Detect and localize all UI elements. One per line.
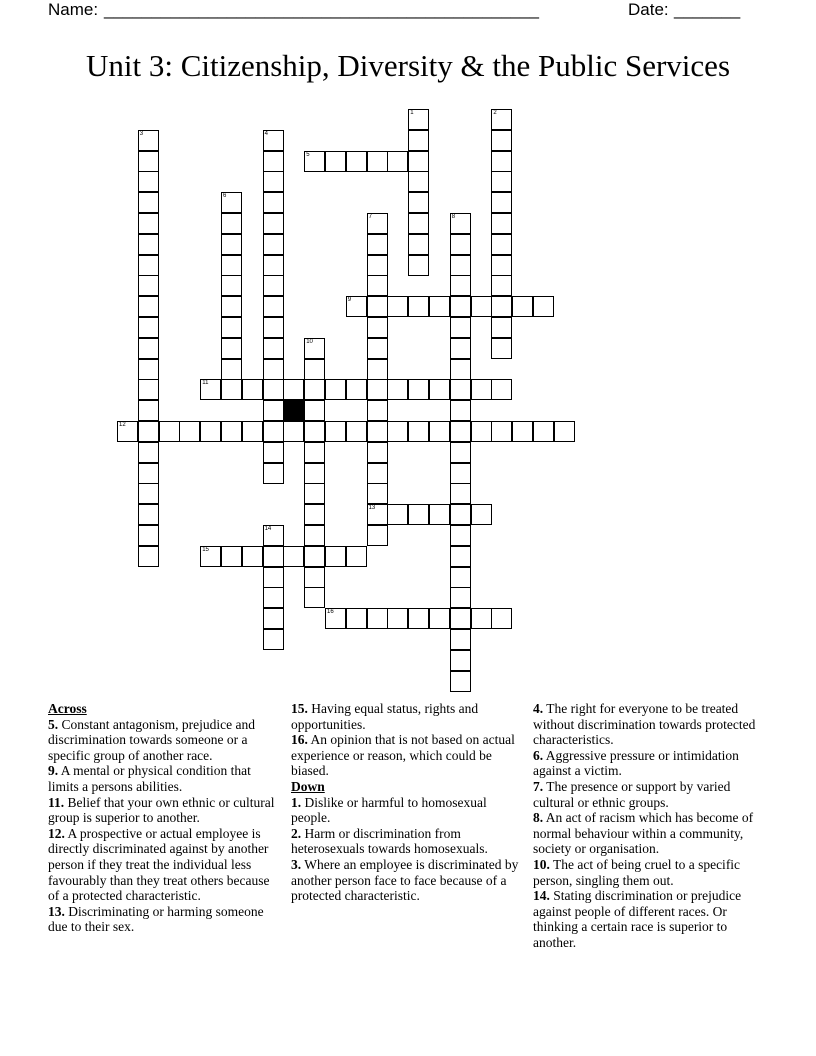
crossword-cell[interactable] xyxy=(346,296,367,317)
crossword-cell[interactable] xyxy=(450,650,471,671)
crossword-cell[interactable] xyxy=(471,504,492,525)
crossword-cell[interactable] xyxy=(408,171,429,192)
crossword-cell[interactable] xyxy=(304,338,325,359)
clues-column-3 xyxy=(533,701,769,951)
crossword-cell[interactable] xyxy=(450,255,471,276)
crossword-cell[interactable] xyxy=(450,338,471,359)
crossword-cell[interactable] xyxy=(325,151,346,172)
clue-text: A mental or physical condition that limits a persons abilities. xyxy=(48,763,251,794)
crossword-cell[interactable] xyxy=(221,379,242,400)
clue-number: 14. xyxy=(533,888,550,904)
crossword-cell[interactable] xyxy=(450,671,471,692)
crossword-cell[interactable] xyxy=(263,587,284,608)
crossword-cell[interactable] xyxy=(138,317,159,338)
crossword-cell[interactable] xyxy=(221,255,242,276)
crossword-cell[interactable] xyxy=(491,192,512,213)
crossword-clue-number: 5 xyxy=(306,151,310,158)
crossword-cell[interactable] xyxy=(387,151,408,172)
crossword-cell[interactable] xyxy=(512,296,533,317)
clue-text: The right for everyone to be treated without discrimination towards protected characteristics. xyxy=(533,701,756,748)
crossword-cell[interactable] xyxy=(304,442,325,463)
crossword-cell[interactable] xyxy=(263,213,284,234)
crossword-cell[interactable] xyxy=(179,421,200,442)
crossword-clue-number: 8 xyxy=(451,214,456,220)
clue-number: 7. xyxy=(533,778,544,794)
clue-text: Where an employee is discriminated by another person face to face because of a protected characteristic. xyxy=(291,856,519,904)
crossword-cell[interactable] xyxy=(221,421,242,442)
crossword-cell[interactable] xyxy=(450,608,471,629)
crossword-cell[interactable] xyxy=(471,379,492,400)
clue-text: Constant antagonism, prejudice and discrimination towards someone or a specific group of another race. xyxy=(48,716,255,763)
clue-down-1 xyxy=(291,795,527,826)
crossword-cell[interactable] xyxy=(387,608,408,629)
crossword-cell[interactable] xyxy=(138,296,159,317)
crossword-cell[interactable] xyxy=(304,525,325,546)
crossword-cell[interactable] xyxy=(387,504,408,525)
crossword-cell[interactable] xyxy=(263,255,284,276)
clue-text: Discriminating or harming someone due to their sex. xyxy=(48,903,264,935)
crossword-cell[interactable] xyxy=(491,151,512,172)
crossword-cell[interactable] xyxy=(387,296,408,317)
clue-down-4 xyxy=(533,701,769,748)
name-field-line[interactable]: ______________________________________________ xyxy=(104,0,539,19)
crossword-cell[interactable] xyxy=(367,296,388,317)
crossword-cell[interactable] xyxy=(221,192,242,213)
crossword-cell[interactable] xyxy=(367,463,388,484)
clue-across-5 xyxy=(48,717,284,764)
crossword-cell[interactable] xyxy=(263,151,284,172)
crossword-cell[interactable] xyxy=(367,338,388,359)
crossword-cell[interactable] xyxy=(325,608,346,629)
crossword-cell[interactable] xyxy=(263,525,284,546)
crossword-cell[interactable] xyxy=(138,275,159,296)
clue-text: An act of racism which has become of normal behaviour within a community, society or organisation. xyxy=(533,810,754,857)
crossword-cell[interactable] xyxy=(450,546,471,567)
crossword-cell[interactable] xyxy=(408,192,429,213)
crossword-cell[interactable] xyxy=(491,608,512,629)
crossword-cell[interactable] xyxy=(533,296,554,317)
crossword-cell[interactable] xyxy=(367,421,388,442)
crossword-clue-number: 1 xyxy=(410,110,414,116)
crossword-cell[interactable] xyxy=(367,400,388,421)
crossword-cell[interactable] xyxy=(450,567,471,588)
crossword-cell[interactable] xyxy=(450,296,471,317)
crossword-clue-number: 11 xyxy=(202,380,209,387)
clue-text: The act of being cruel to a specific person, singling them out. xyxy=(533,856,741,888)
clues-column-2 xyxy=(291,701,527,904)
crossword-cell[interactable] xyxy=(325,421,346,442)
crossword-cell[interactable] xyxy=(408,151,429,172)
crossword-cell[interactable] xyxy=(138,359,159,380)
crossword-clue-number: 4 xyxy=(264,130,268,137)
crossword-cell[interactable] xyxy=(491,255,512,276)
clue-text: Harm or discrimination from heterosexuals towards homosexuals. xyxy=(291,825,488,857)
crossword-cell[interactable] xyxy=(346,379,367,400)
crossword-cell[interactable] xyxy=(471,296,492,317)
crossword-cell[interactable] xyxy=(450,421,471,442)
crossword-cell[interactable] xyxy=(387,421,408,442)
crossword-cell[interactable] xyxy=(367,275,388,296)
crossword-cell[interactable] xyxy=(512,421,533,442)
crossword-cell[interactable] xyxy=(138,525,159,546)
crossword-cell[interactable] xyxy=(304,483,325,504)
crossword-cell[interactable] xyxy=(429,608,450,629)
crossword-cell[interactable] xyxy=(138,400,159,421)
clue-down-6 xyxy=(533,748,769,779)
crossword-cell[interactable] xyxy=(221,296,242,317)
crossword-cell[interactable] xyxy=(263,463,284,484)
crossword-cell[interactable] xyxy=(450,317,471,338)
crossword-cell[interactable] xyxy=(200,379,221,400)
crossword-cell[interactable] xyxy=(221,275,242,296)
crossword-cell[interactable] xyxy=(450,525,471,546)
crossword-clue-number: 14 xyxy=(264,526,272,532)
crossword-cell[interactable] xyxy=(263,400,284,421)
crossword-cell[interactable] xyxy=(491,234,512,255)
crossword-cell[interactable] xyxy=(408,234,429,255)
crossword-cell[interactable] xyxy=(533,421,554,442)
crossword-cell[interactable] xyxy=(346,421,367,442)
crossword-cell[interactable] xyxy=(408,213,429,234)
clue-number: 6. xyxy=(533,747,544,763)
crossword-clue-number: 2 xyxy=(493,110,497,116)
crossword-cell[interactable] xyxy=(221,317,242,338)
crossword-cell[interactable] xyxy=(263,275,284,296)
crossword-cell[interactable] xyxy=(325,379,346,400)
clue-number: 9. xyxy=(48,763,59,779)
clue-down-8 xyxy=(533,810,769,857)
clue-across-12 xyxy=(48,826,284,904)
crossword-cell[interactable] xyxy=(367,359,388,380)
down-heading: Down xyxy=(291,778,325,794)
clue-text: Belief that your own ethnic or cultural group is superior to another. xyxy=(48,794,275,826)
clue-number: 5. xyxy=(48,716,59,732)
crossword-cell[interactable] xyxy=(117,421,138,442)
crossword-cell[interactable] xyxy=(304,504,325,525)
crossword-cell[interactable] xyxy=(367,608,388,629)
crossword-cell[interactable] xyxy=(138,546,159,567)
crossword-cell[interactable] xyxy=(367,504,388,525)
crossword-cell[interactable] xyxy=(242,546,263,567)
crossword-cell[interactable] xyxy=(491,296,512,317)
crossword-cell[interactable] xyxy=(263,296,284,317)
crossword-cell[interactable] xyxy=(263,171,284,192)
crossword-cell[interactable] xyxy=(491,130,512,151)
crossword-cell[interactable] xyxy=(367,442,388,463)
crossword-cell[interactable] xyxy=(304,421,325,442)
crossword-cell[interactable] xyxy=(367,317,388,338)
crossword-cell[interactable] xyxy=(429,504,450,525)
crossword-cell[interactable] xyxy=(450,587,471,608)
crossword-cell[interactable] xyxy=(408,296,429,317)
crossword-clue-number: 10 xyxy=(306,338,313,345)
clue-across-9 xyxy=(48,763,284,794)
clue-number: 10. xyxy=(533,856,550,872)
crossword-cell[interactable] xyxy=(304,400,325,421)
clue-across-13 xyxy=(48,904,284,935)
crossword-cell[interactable] xyxy=(450,442,471,463)
clue-number: 8. xyxy=(533,810,544,826)
crossword-cell[interactable] xyxy=(408,504,429,525)
crossword-cell[interactable] xyxy=(263,629,284,650)
crossword-cell[interactable] xyxy=(304,587,325,608)
clues-column-1 xyxy=(48,701,284,935)
crossword-cell[interactable] xyxy=(242,379,263,400)
crossword-cell[interactable] xyxy=(367,379,388,400)
clue-number: 4. xyxy=(533,701,544,716)
crossword-cell[interactable] xyxy=(367,213,388,234)
clue-text: Aggressive pressure or intimidation against a victim. xyxy=(533,747,739,779)
clue-down-3 xyxy=(291,857,527,904)
crossword-cell[interactable] xyxy=(138,463,159,484)
crossword-cell[interactable] xyxy=(138,171,159,192)
crossword-clue-number: 12 xyxy=(119,422,126,428)
crossword-cell[interactable] xyxy=(138,234,159,255)
clue-down-7 xyxy=(533,779,769,810)
crossword-cell[interactable] xyxy=(450,483,471,504)
crossword-clue-number: 6 xyxy=(223,193,227,200)
crossword-cell[interactable] xyxy=(491,338,512,359)
clue-number: 13. xyxy=(48,903,65,919)
crossword-cell[interactable] xyxy=(429,421,450,442)
crossword-cell[interactable] xyxy=(408,130,429,151)
crossword-cell[interactable] xyxy=(408,255,429,276)
page-title: Unit 3: Citizenship, Diversity & the Public Services xyxy=(85,48,731,83)
crossword-cell[interactable] xyxy=(346,608,367,629)
clue-down-10 xyxy=(533,857,769,888)
crossword-cell[interactable] xyxy=(200,421,221,442)
clue-down-14 xyxy=(533,888,769,950)
crossword-cell[interactable] xyxy=(450,400,471,421)
crossword-cell[interactable] xyxy=(491,109,512,130)
crossword-cell[interactable] xyxy=(263,379,284,400)
crossword-cell[interactable] xyxy=(138,130,159,151)
crossword-cell[interactable] xyxy=(367,234,388,255)
clue-text: Stating discrimination or prejudice against people of different races. Or thinking a certain race is superior to another. xyxy=(533,888,742,950)
crossword-cell[interactable] xyxy=(138,213,159,234)
crossword-cell[interactable] xyxy=(304,546,325,567)
crossword-cell[interactable] xyxy=(554,421,575,442)
crossword-cell[interactable] xyxy=(159,421,180,442)
crossword-cell[interactable] xyxy=(263,234,284,255)
crossword-cell[interactable] xyxy=(263,359,284,380)
crossword-cell[interactable] xyxy=(408,379,429,400)
across-heading: Across xyxy=(48,701,87,716)
crossword-cell[interactable] xyxy=(221,234,242,255)
clue-number: 3. xyxy=(291,856,302,872)
crossword-cell[interactable] xyxy=(263,546,284,567)
crossword-cell[interactable] xyxy=(304,359,325,380)
clue-text: An opinion that is not based on actual experience or reason, which could be biased. xyxy=(291,732,515,779)
crossword-cell[interactable] xyxy=(263,317,284,338)
crossword-cell[interactable] xyxy=(283,421,304,442)
crossword-cell[interactable] xyxy=(263,130,284,151)
crossword-cell[interactable] xyxy=(283,546,304,567)
crossword-cell[interactable] xyxy=(221,359,242,380)
crossword-cell[interactable] xyxy=(450,629,471,650)
crossword-cell[interactable] xyxy=(138,442,159,463)
clue-text: The presence or support by varied cultural or ethnic groups. xyxy=(533,778,731,810)
clue-number: 11. xyxy=(48,794,65,810)
crossword-cell[interactable] xyxy=(138,421,159,442)
crossword-cell[interactable] xyxy=(346,151,367,172)
crossword-cell[interactable] xyxy=(325,546,346,567)
crossword-cell[interactable] xyxy=(450,213,471,234)
clue-number: 15. xyxy=(291,701,308,716)
crossword-clue-number: 16 xyxy=(327,609,334,616)
date-field-line[interactable]: _______ xyxy=(674,0,741,19)
crossword-cell[interactable] xyxy=(138,192,159,213)
crossword-clue-number: 15 xyxy=(202,546,209,553)
crossword-cell[interactable] xyxy=(429,379,450,400)
date-label: Date: xyxy=(628,0,669,19)
crossword-cell[interactable] xyxy=(491,275,512,296)
crossword-cell[interactable] xyxy=(304,567,325,588)
crossword-clue-number: 9 xyxy=(347,297,352,304)
clue-number: 2. xyxy=(291,825,302,841)
crossword-black-cell xyxy=(283,400,304,421)
crossword-cell[interactable] xyxy=(471,608,492,629)
crossword-clue-number: 3 xyxy=(139,130,144,137)
clue-text: Having equal status, rights and opportunities. xyxy=(291,701,479,732)
crossword-cell[interactable] xyxy=(242,421,263,442)
crossword-cell[interactable] xyxy=(346,546,367,567)
crossword-cell[interactable] xyxy=(283,379,304,400)
crossword-cell[interactable] xyxy=(367,151,388,172)
crossword-cell[interactable] xyxy=(263,567,284,588)
crossword-cell[interactable] xyxy=(491,317,512,338)
crossword-cell[interactable] xyxy=(138,379,159,400)
crossword-clue-number: 7 xyxy=(368,214,372,220)
crossword-cell[interactable] xyxy=(138,255,159,276)
clue-text: A prospective or actual employee is directly discriminated against by another person if they treat the individual less favourably than they treat others because of a protected characteristic. xyxy=(48,825,270,904)
crossword-cell[interactable] xyxy=(263,192,284,213)
clue-number: 12. xyxy=(48,825,65,841)
crossword-cell[interactable] xyxy=(450,379,471,400)
crossword-cell[interactable] xyxy=(263,442,284,463)
clue-across-11 xyxy=(48,795,284,826)
crossword-cell[interactable] xyxy=(200,546,221,567)
crossword-cell[interactable] xyxy=(138,504,159,525)
crossword-cell[interactable] xyxy=(304,379,325,400)
clue-text: Dislike or harmful to homosexual people. xyxy=(291,794,487,826)
crossword-cell[interactable] xyxy=(450,275,471,296)
clue-down-2 xyxy=(291,826,527,857)
crossword-cell[interactable] xyxy=(138,483,159,504)
crossword-cell[interactable] xyxy=(221,338,242,359)
crossword-cell[interactable] xyxy=(367,255,388,276)
crossword-cell[interactable] xyxy=(138,338,159,359)
crossword-clue-number: 13 xyxy=(368,505,376,512)
crossword-cell[interactable] xyxy=(491,213,512,234)
crossword-cell[interactable] xyxy=(221,546,242,567)
clue-number: 16. xyxy=(291,732,308,748)
crossword-cell[interactable] xyxy=(450,234,471,255)
crossword-cell[interactable] xyxy=(491,171,512,192)
crossword-cell[interactable] xyxy=(408,109,429,130)
crossword-cell[interactable] xyxy=(367,483,388,504)
crossword-cell[interactable] xyxy=(221,213,242,234)
crossword-cell[interactable] xyxy=(491,421,512,442)
clue-across-15 xyxy=(291,701,527,732)
crossword-cell[interactable] xyxy=(304,151,325,172)
crossword-cell[interactable] xyxy=(367,525,388,546)
crossword-cell[interactable] xyxy=(304,463,325,484)
crossword-cell[interactable] xyxy=(263,338,284,359)
crossword-cell[interactable] xyxy=(387,379,408,400)
crossword-cell[interactable] xyxy=(471,421,492,442)
crossword-cell[interactable] xyxy=(450,504,471,525)
crossword-cell[interactable] xyxy=(491,379,512,400)
crossword-cell[interactable] xyxy=(138,151,159,172)
crossword-cell[interactable] xyxy=(263,608,284,629)
crossword-cell[interactable] xyxy=(408,421,429,442)
crossword-cell[interactable] xyxy=(263,421,284,442)
crossword-cell[interactable] xyxy=(450,359,471,380)
clue-number: 1. xyxy=(291,794,302,810)
crossword-cell[interactable] xyxy=(408,608,429,629)
name-label: Name: xyxy=(48,0,99,19)
crossword-cell[interactable] xyxy=(429,296,450,317)
crossword-cell[interactable] xyxy=(450,463,471,484)
clue-across-16 xyxy=(291,732,527,779)
